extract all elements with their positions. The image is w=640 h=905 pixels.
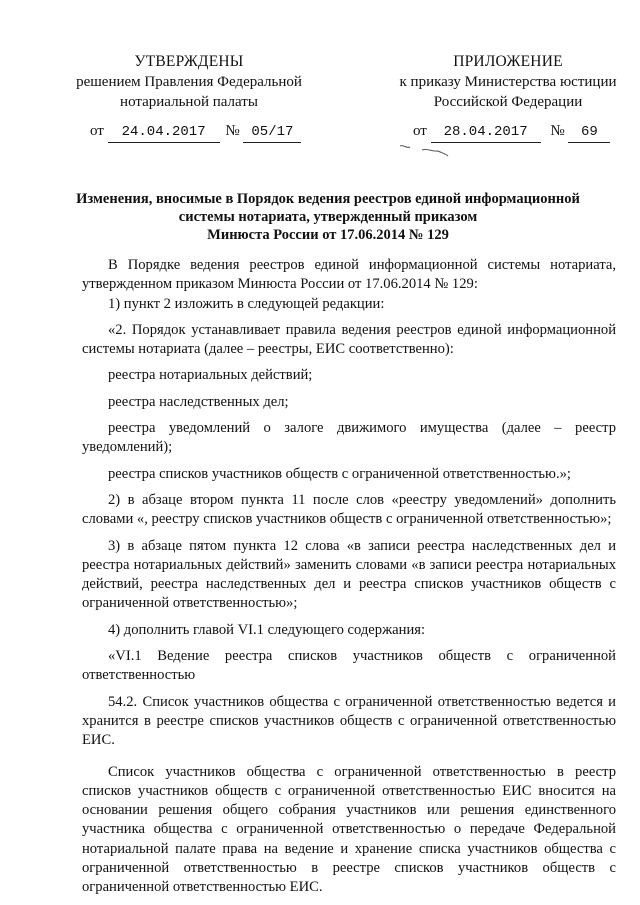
approval-date: 24.04.2017 [108, 124, 220, 143]
approval-date-prefix: от [90, 123, 104, 139]
paragraph: реестра наследственных дел; [108, 393, 289, 410]
paragraph: «2. Порядок устанавливает правила ведения реестров единой информационной системы нотариата (далее – реестры, ЕИС соответственно): [82, 321, 616, 358]
document-body [82, 256, 616, 898]
document-title-line-3: Минюста России от 17.06.2014 № 129 [207, 227, 449, 243]
appendix-date-prefix: от [413, 123, 427, 139]
appendix-title: ПРИЛОЖЕНИЕ [453, 53, 563, 70]
appendix-number: 69 [568, 124, 610, 143]
approval-date-line [90, 123, 301, 143]
paragraph: реестра нотариальных действий; [108, 367, 313, 384]
paragraph: 1) пункт 2 изложить в следующей редакции: [108, 295, 385, 312]
appendix-date-line [413, 123, 610, 143]
paragraph: 2) в абзаце втором пункта 11 после слов «реестру уведомлений» дополнить словами «, реестру списков участников обществ с ограниченной ответственностью»; [82, 491, 616, 528]
appendix-number-prefix: № [550, 123, 565, 139]
appendix-block [392, 52, 624, 112]
paragraph: реестра списков участников обществ с ограниченной ответственностью.»; [108, 465, 571, 482]
paragraph: «VI.1 Ведение реестра списков участников обществ с ограниченной ответственностью [82, 648, 616, 684]
handwritten-mark-icon [398, 142, 450, 158]
paragraph: 3) в абзаце пятом пункта 12 слова «в записи реестра наследственных дел и реестра нотариальных действий» заменить словами «в записи реестра нотариальных действий, реестра наследственных дел и реестра списков участников обществ с ограниченной ответственностью»; [82, 537, 616, 612]
approval-number: 05/17 [243, 124, 301, 143]
appendix-date: 28.04.2017 [431, 124, 541, 143]
appendix-line-1: к приказу Министерства юстиции [399, 74, 617, 90]
approval-title: УТВЕРЖДЕНЫ [134, 53, 244, 70]
paragraph: реестра уведомлений о залоге движимого имущества (далее – реестр уведомлений); [82, 420, 616, 456]
document-title [70, 190, 586, 244]
paragraph: Список участников общества с ограниченной ответственностью в реестр списков участников обществ с ограниченной ответственностью ЕИС вносится на основании решения общего собрания участников или решения единственного участника общества с ограниченной ответственностью о передаче Федеральной нотариальной палате права на ведение и хранение списка участников общества с ограниченной ответственностью в реестре списков участников обществ с ограниченной ответственностью ЕИС. [82, 763, 616, 896]
appendix-line-2: Российской Федерации [433, 94, 583, 110]
approval-number-prefix: № [225, 123, 240, 139]
approval-block [58, 52, 320, 112]
paragraph: 4) дополнить главой VI.1 следующего содержания: [108, 621, 426, 638]
paragraph: 54.2. Список участников общества с ограниченной ответственностью ведется и хранится в реестре списков участников обществ с ограниченной ответственностью ЕИС. [82, 693, 616, 749]
approval-line-1: решением Правления Федеральной [76, 74, 302, 90]
approval-line-2: нотариальной палаты [120, 94, 258, 110]
document-title-line-2: системы нотариата, утвержденный приказом [178, 209, 478, 225]
paragraph: В Порядке ведения реестров единой информационной системы нотариата, утвержденном приказом Минюста России от 17.06.2014 № 129: [82, 257, 616, 293]
document-title-line-1: Изменения, вносимые в Порядок ведения реестров единой информационной [76, 191, 580, 207]
